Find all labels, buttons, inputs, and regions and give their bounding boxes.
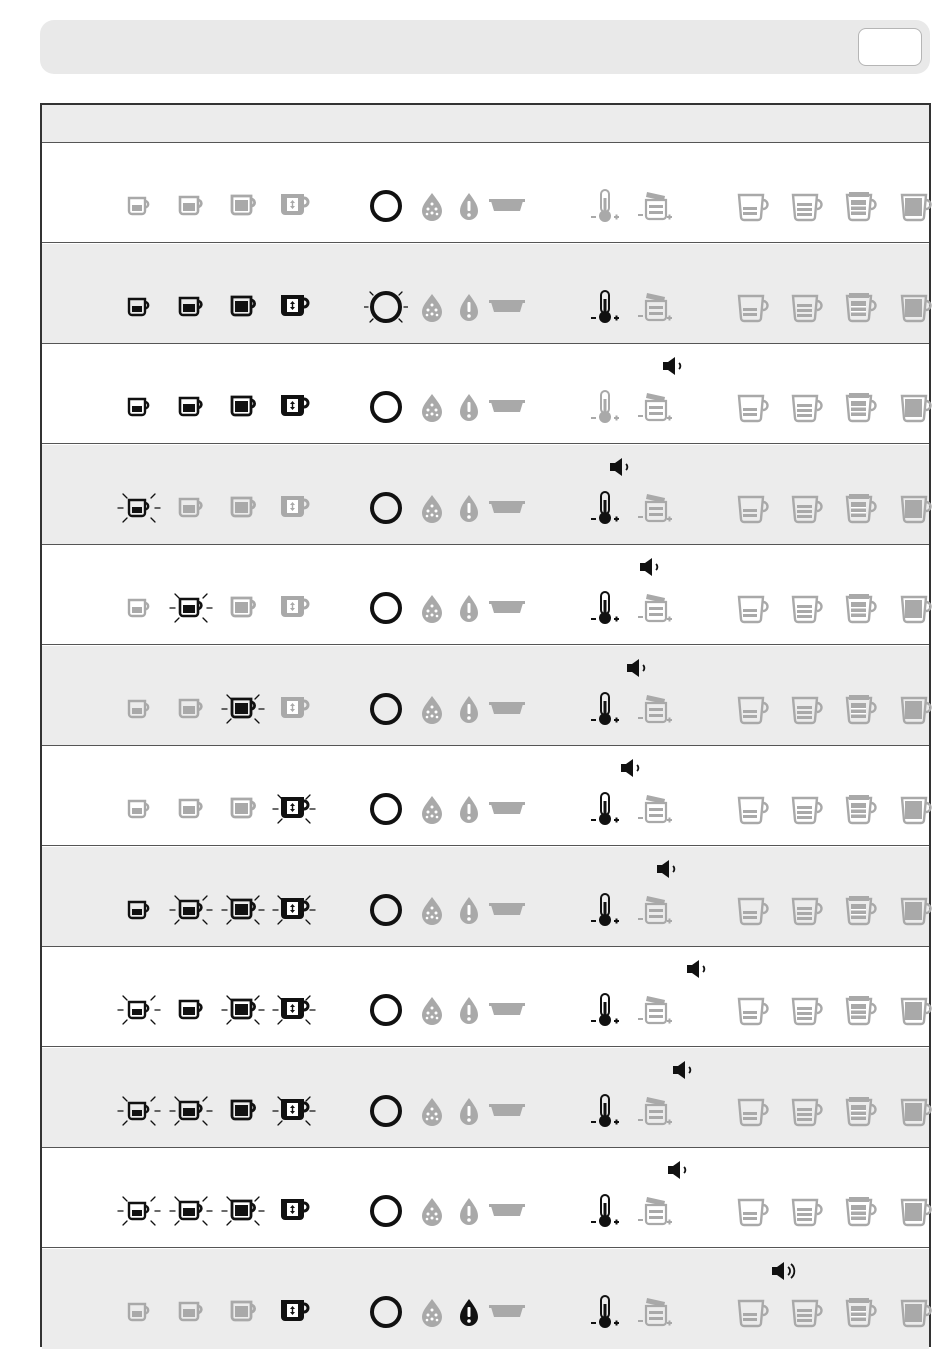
cup-mug-icon: [272, 186, 316, 226]
cup-medium-icon: [169, 990, 213, 1030]
level-1-icon: [729, 990, 773, 1030]
drip-tray-icon: [485, 990, 529, 1030]
cup-small-icon: [117, 689, 161, 729]
level-1-icon: [729, 387, 773, 427]
level-3-icon: [837, 588, 881, 628]
cup-large-icon: [221, 186, 265, 226]
cup-mug-icon: [272, 387, 316, 427]
strength-beans-icon: [634, 1091, 678, 1131]
power-ring-icon: [364, 689, 408, 729]
level-4-icon: [892, 488, 936, 528]
power-ring-icon: [364, 990, 408, 1030]
cup-large-icon: [221, 1292, 265, 1332]
cup-small-icon: [117, 1292, 161, 1332]
table-row: [42, 847, 929, 947]
level-3-icon: [837, 1292, 881, 1332]
speaker-icon: [607, 455, 637, 479]
cup-medium-icon: [169, 890, 213, 930]
cup-mug-icon: [272, 890, 316, 930]
cup-medium-icon: [169, 186, 213, 226]
cup-medium-icon: [169, 1091, 213, 1131]
cup-large-icon: [221, 287, 265, 327]
level-3-icon: [837, 890, 881, 930]
level-2-icon: [783, 387, 827, 427]
table-row: [42, 947, 929, 1047]
strength-beans-icon: [634, 488, 678, 528]
level-1-icon: [729, 689, 773, 729]
drip-tray-icon: [485, 789, 529, 829]
strength-beans-icon: [634, 287, 678, 327]
cup-large-icon: [221, 488, 265, 528]
table-row: [42, 445, 929, 545]
level-3-icon: [837, 990, 881, 1030]
cup-mug-icon: [272, 287, 316, 327]
level-3-icon: [837, 789, 881, 829]
level-1-icon: [729, 488, 773, 528]
cup-medium-icon: [169, 287, 213, 327]
drip-tray-icon: [485, 1292, 529, 1332]
temperature-thermometer-icon: [583, 890, 627, 930]
level-1-icon: [729, 186, 773, 226]
cup-small-icon: [117, 287, 161, 327]
drip-tray-icon: [485, 1191, 529, 1231]
level-4-icon: [892, 990, 936, 1030]
level-4-icon: [892, 789, 936, 829]
temperature-thermometer-icon: [583, 588, 627, 628]
level-3-icon: [837, 488, 881, 528]
cup-large-icon: [221, 990, 265, 1030]
strength-beans-icon: [634, 387, 678, 427]
power-ring-icon: [364, 186, 408, 226]
cup-small-icon: [117, 990, 161, 1030]
speaker-icon: [684, 957, 714, 981]
table-row: [42, 1048, 929, 1148]
level-2-icon: [783, 1091, 827, 1131]
cup-mug-icon: [272, 588, 316, 628]
level-3-icon: [837, 1191, 881, 1231]
temperature-thermometer-icon: [583, 488, 627, 528]
speaker-icon: [670, 1058, 700, 1082]
cup-medium-icon: [169, 588, 213, 628]
temperature-thermometer-icon: [583, 287, 627, 327]
speaker-icon: [660, 354, 690, 378]
cup-mug-icon: [272, 488, 316, 528]
power-ring-icon: [364, 1292, 408, 1332]
header-band: [40, 20, 930, 74]
cup-large-icon: [221, 789, 265, 829]
cup-mug-icon: [272, 789, 316, 829]
led-status-table: [40, 103, 931, 1347]
temperature-thermometer-icon: [583, 689, 627, 729]
temperature-thermometer-icon: [583, 186, 627, 226]
level-4-icon: [892, 689, 936, 729]
level-4-icon: [892, 387, 936, 427]
cup-medium-icon: [169, 488, 213, 528]
cup-small-icon: [117, 387, 161, 427]
strength-beans-icon: [634, 186, 678, 226]
temperature-thermometer-icon: [583, 387, 627, 427]
level-3-icon: [837, 287, 881, 327]
drip-tray-icon: [485, 1091, 529, 1131]
cup-mug-icon: [272, 1091, 316, 1131]
cup-large-icon: [221, 689, 265, 729]
table-row: [42, 244, 929, 344]
cup-medium-icon: [169, 1292, 213, 1332]
cup-medium-icon: [169, 387, 213, 427]
cup-small-icon: [117, 488, 161, 528]
cup-large-icon: [221, 890, 265, 930]
cup-large-icon: [221, 1091, 265, 1131]
cup-small-icon: [117, 890, 161, 930]
level-4-icon: [892, 890, 936, 930]
drip-tray-icon: [485, 186, 529, 226]
temperature-thermometer-icon: [583, 1191, 627, 1231]
drip-tray-icon: [485, 890, 529, 930]
temperature-thermometer-icon: [583, 789, 627, 829]
strength-beans-icon: [634, 890, 678, 930]
level-4-icon: [892, 186, 936, 226]
level-4-icon: [892, 1091, 936, 1131]
speaker-icon: [665, 1158, 695, 1182]
table-row: [42, 344, 929, 444]
drip-tray-icon: [485, 387, 529, 427]
cup-large-icon: [221, 588, 265, 628]
temperature-thermometer-icon: [583, 1091, 627, 1131]
cup-small-icon: [117, 1091, 161, 1131]
power-ring-icon: [364, 588, 408, 628]
table-row: [42, 746, 929, 846]
power-ring-icon: [364, 789, 408, 829]
page-number-box: [858, 28, 922, 66]
drip-tray-icon: [485, 588, 529, 628]
cup-medium-icon: [169, 1191, 213, 1231]
level-2-icon: [783, 789, 827, 829]
drip-tray-icon: [485, 488, 529, 528]
temperature-thermometer-icon: [583, 990, 627, 1030]
level-1-icon: [729, 588, 773, 628]
level-3-icon: [837, 387, 881, 427]
table-row: [42, 646, 929, 746]
level-2-icon: [783, 890, 827, 930]
strength-beans-icon: [634, 990, 678, 1030]
level-1-icon: [729, 789, 773, 829]
level-2-icon: [783, 287, 827, 327]
cup-large-icon: [221, 387, 265, 427]
power-ring-icon: [364, 1191, 408, 1231]
level-2-icon: [783, 1292, 827, 1332]
level-1-icon: [729, 1292, 773, 1332]
power-ring-icon: [364, 890, 408, 930]
level-3-icon: [837, 1091, 881, 1131]
level-3-icon: [837, 186, 881, 226]
level-1-icon: [729, 287, 773, 327]
cup-small-icon: [117, 588, 161, 628]
power-ring-icon: [364, 488, 408, 528]
table-row: [42, 1148, 929, 1248]
table-row: [42, 1249, 929, 1349]
cup-medium-icon: [169, 689, 213, 729]
power-ring-icon: [364, 287, 408, 327]
cup-medium-icon: [169, 789, 213, 829]
cup-mug-icon: [272, 689, 316, 729]
speaker-icon: [618, 756, 648, 780]
table-header-row: [42, 105, 929, 143]
table-row: [42, 545, 929, 645]
cup-small-icon: [117, 789, 161, 829]
level-4-icon: [892, 287, 936, 327]
level-3-icon: [837, 689, 881, 729]
level-2-icon: [783, 588, 827, 628]
speaker-icon: [769, 1259, 799, 1283]
cup-small-icon: [117, 186, 161, 226]
cup-mug-icon: [272, 990, 316, 1030]
level-2-icon: [783, 1191, 827, 1231]
level-2-icon: [783, 488, 827, 528]
strength-beans-icon: [634, 789, 678, 829]
strength-beans-icon: [634, 689, 678, 729]
speaker-icon: [624, 656, 654, 680]
level-1-icon: [729, 890, 773, 930]
drip-tray-icon: [485, 689, 529, 729]
level-1-icon: [729, 1191, 773, 1231]
cup-large-icon: [221, 1191, 265, 1231]
power-ring-icon: [364, 1091, 408, 1131]
drip-tray-icon: [485, 287, 529, 327]
level-2-icon: [783, 186, 827, 226]
cup-small-icon: [117, 1191, 161, 1231]
speaker-icon: [654, 857, 684, 881]
temperature-thermometer-icon: [583, 1292, 627, 1332]
level-2-icon: [783, 990, 827, 1030]
level-1-icon: [729, 1091, 773, 1131]
cup-mug-icon: [272, 1191, 316, 1231]
level-4-icon: [892, 1191, 936, 1231]
level-2-icon: [783, 689, 827, 729]
strength-beans-icon: [634, 588, 678, 628]
cup-mug-icon: [272, 1292, 316, 1332]
level-4-icon: [892, 1292, 936, 1332]
level-4-icon: [892, 588, 936, 628]
power-ring-icon: [364, 387, 408, 427]
strength-beans-icon: [634, 1292, 678, 1332]
table-row: [42, 143, 929, 243]
speaker-icon: [637, 555, 667, 579]
strength-beans-icon: [634, 1191, 678, 1231]
